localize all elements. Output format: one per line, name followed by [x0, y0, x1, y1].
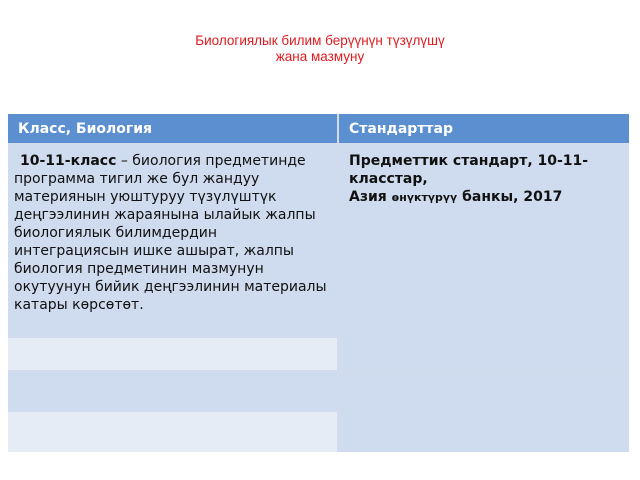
empty-row-2-right	[339, 372, 629, 452]
description-text: – биология предметинде программа тигил же бул жандуу материянын уюштуруу түзүлүштүк деңгээлинин жараянына ылайык жалпы биологиялык билимдердин интеграциясын ишке ашырат, жалпы биология предметинин мазмунун окутуунун бийик деңгээлинин материалы катары көрсөтөт.	[14, 153, 327, 313]
empty-row-3-left	[8, 412, 337, 452]
standard-small-word: өнүктүрүү	[391, 191, 458, 204]
slide-title-line-1: Биологиялык билим берүүнүн түзүлүшү	[195, 33, 445, 48]
empty-row-1-left	[8, 338, 337, 370]
header-class-biology: Класс, Биология	[8, 114, 337, 143]
header-standards: Стандарттар	[339, 114, 629, 143]
slide-title-line-2: жана мазмуну	[275, 49, 365, 64]
standard-line-2	[349, 188, 623, 207]
standard-prefix: Азия	[349, 189, 392, 205]
left-description-cell	[8, 145, 337, 336]
right-standard-cell	[339, 145, 629, 370]
standard-line-1: Предметтик стандарт, 10-11- класстар,	[349, 153, 589, 187]
standards-table	[8, 114, 629, 452]
standard-suffix: банкы, 2017	[457, 189, 563, 205]
grade-label: 10-11-класс	[20, 153, 117, 169]
slide-title	[0, 33, 640, 65]
empty-row-2-left	[8, 372, 337, 410]
